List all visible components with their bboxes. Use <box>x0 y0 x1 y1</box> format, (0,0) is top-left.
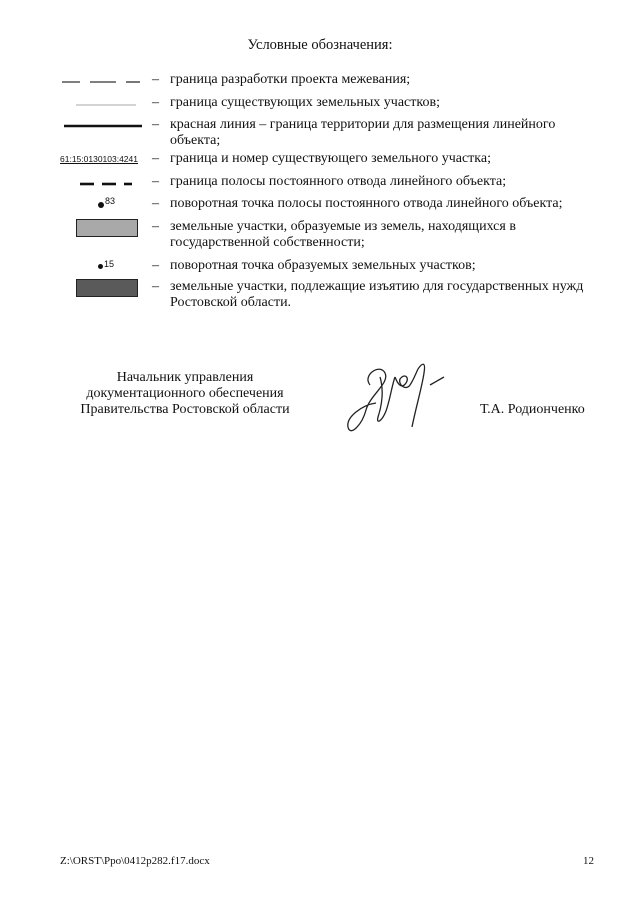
dark-gray-fill <box>76 279 138 297</box>
dash: – <box>152 151 159 166</box>
legend-text: поворотная точка образуемых земельных участков; <box>170 258 476 273</box>
legend-row-existing-parcels <box>60 95 600 119</box>
dash: – <box>152 95 159 110</box>
legend-text: граница и номер существующего земельного участка; <box>170 151 491 166</box>
thin-gray-line-icon <box>60 95 150 117</box>
legend-text: земельные участки, образуемые из земель, находящихся в государственной собственности; <box>170 219 516 250</box>
parcel-number-label: 61:15:0130103:4241 <box>60 154 138 164</box>
file-path: Z:\ORST\Ppo\0412p282.f17.docx <box>60 855 210 867</box>
handwritten-signature <box>340 355 460 450</box>
point-83-icon <box>60 196 150 218</box>
position-line-2: документационного обеспечения <box>86 386 284 401</box>
signatory-position <box>60 370 310 418</box>
dark-gray-box-icon <box>60 279 150 301</box>
position-line-3: Правительства Ростовской области <box>80 402 290 417</box>
signatory-name: Т.А. Родионченко <box>480 402 585 417</box>
point-15-icon <box>60 258 150 280</box>
position-line-1: Начальник управления <box>116 370 254 385</box>
legend-row-parcel-number <box>60 151 600 175</box>
dash: – <box>152 279 159 294</box>
point-number: 15 <box>104 259 115 269</box>
dashed-long-icon <box>60 72 150 94</box>
dashed-bold-icon <box>60 174 150 196</box>
legend-title: Условные обозначения: <box>247 37 393 53</box>
parcel-label-symbol <box>60 151 150 173</box>
point-dot <box>98 264 103 269</box>
point-dot <box>98 202 104 208</box>
legend-row-seized-parcels <box>60 279 600 313</box>
legend-text: земельные участки, подлежащие изъятию для государственных нужд Ростовской области. <box>170 279 584 310</box>
light-gray-box-icon <box>60 219 150 241</box>
legend-row-strip-point <box>60 196 600 220</box>
light-gray-fill <box>76 219 138 237</box>
legend-text: граница разработки проекта межевания; <box>170 72 411 87</box>
dash: – <box>152 174 159 189</box>
dash: – <box>152 258 159 273</box>
legend-text: поворотная точка полосы постоянного отвода линейного объекта; <box>170 196 563 211</box>
page-number: 12 <box>583 855 594 867</box>
dash: – <box>152 72 159 87</box>
legend-row-permanent-strip <box>60 174 600 198</box>
legend-row-project-boundary <box>60 72 600 96</box>
legend-text: красная линия – граница территории для размещения линейного объекта; <box>170 117 556 148</box>
thick-black-line-icon <box>60 117 150 139</box>
legend-row-state-parcels <box>60 219 600 253</box>
dash: – <box>152 196 159 211</box>
legend-row-red-line <box>60 117 600 151</box>
point-number: 83 <box>105 196 116 206</box>
dash: – <box>152 219 159 234</box>
legend-text: граница существующих земельных участков; <box>170 95 440 110</box>
dash: – <box>152 117 159 132</box>
legend-text: граница полосы постоянного отвода линейного объекта; <box>170 174 507 189</box>
